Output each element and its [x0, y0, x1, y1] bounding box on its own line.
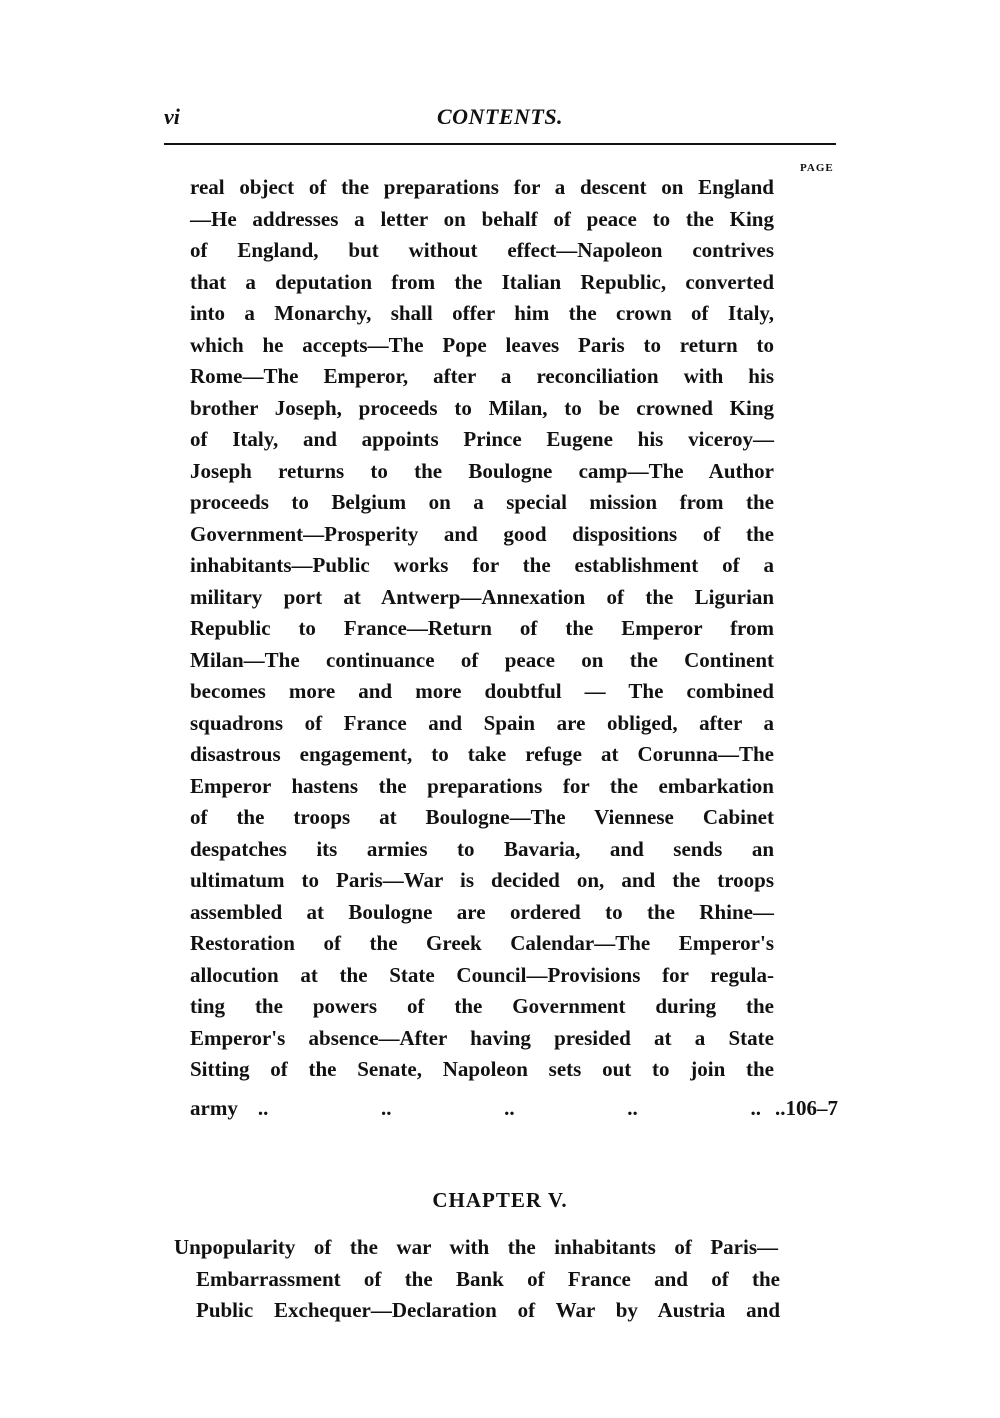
entry-line: Restoration of the Greek Calendar—The Emperor's: [190, 931, 774, 955]
entry-line: proceeds to Belgium on a special mission from the: [190, 490, 774, 514]
entry-line: that a deputation from the Italian Republic, converted: [190, 269, 774, 294]
entry-line: real object of the preparations for a descent on England: [190, 175, 774, 199]
entry-line: of England, but without effect—Napoleon contrives: [190, 238, 774, 262]
entry-line: Milan—The continuance of peace on the Continent: [190, 647, 774, 672]
header-rule: [164, 143, 836, 145]
page-column-label: PAGE: [800, 162, 834, 174]
entry-line: of the troops at Boulogne—The Viennese Cabinet: [190, 805, 774, 829]
entry-line: brother Joseph, proceeds to Milan, to be crowned King: [190, 395, 774, 420]
chapter-summary-line: Unpopularity of the war with the inhabitants of Paris—: [174, 1235, 778, 1259]
entry-line: which he accepts—The Pope leaves Paris to return to: [190, 332, 774, 357]
entry-line: Sitting of the Senate, Napoleon sets out to join the: [190, 1057, 774, 1081]
chapter-summary-line: Embarrassment of the Bank of France and of the: [196, 1266, 780, 1291]
entry-line: Joseph returns to the Boulogne camp—The Author: [190, 458, 774, 483]
entry-page-reference: ..106–7: [775, 1096, 838, 1120]
entry-line: despatches its armies to Bavaria, and sends an: [190, 836, 774, 861]
entry-line: into a Monarchy, shall offer him the crown of Italy,: [190, 301, 774, 325]
leader-dots: ..: [750, 1096, 761, 1120]
dot-leader: [238, 1093, 775, 1123]
entry-line: inhabitants—Public works for the establishment of a: [190, 553, 774, 577]
entry-last-word: army: [190, 1096, 238, 1120]
entry-line: Rome—The Emperor, after a reconciliation with his: [190, 364, 774, 388]
entry-line: becomes more and more doubtful — The combined: [190, 679, 774, 703]
entry-line: Government—Prosperity and good dispositions of the: [190, 521, 774, 546]
entry-line: Emperor hastens the preparations for the embarkation: [190, 773, 774, 798]
leader-dots: ..: [504, 1096, 515, 1120]
running-title: CONTENTS.: [436, 104, 564, 129]
entry-line: ultimatum to Paris—War is decided on, and the troops: [190, 868, 774, 892]
leader-dots: ..: [257, 1096, 269, 1120]
entry-line: military port at Antwerp—Annexation of the Ligurian: [190, 584, 774, 609]
entry-line: allocution at the State Council—Provisions for regula-: [190, 962, 774, 987]
leader-dots: ..: [627, 1096, 638, 1120]
entry-line: —He addresses a letter on behalf of peace to the King: [190, 206, 774, 231]
entry-line: Emperor's absence—After having presided at a State: [190, 1025, 774, 1050]
entry-line: assembled at Boulogne are ordered to the Rhine—: [190, 899, 774, 924]
entry-last-line: [190, 1093, 838, 1123]
chapter-heading: CHAPTER V.: [432, 1188, 568, 1212]
page-number: vi: [164, 104, 180, 129]
entry-line: Republic to France—Return of the Emperor from: [190, 616, 774, 640]
entry-line: of Italy, and appoints Prince Eugene his viceroy—: [190, 427, 774, 451]
entry-line: disastrous engagement, to take refuge at Corunna—The: [190, 742, 774, 766]
chapter-summary-line: Public Exchequer—Declaration of War by Austria and: [196, 1298, 780, 1322]
leader-dots: ..: [380, 1096, 392, 1120]
entry-line: ting the powers of the Government during the: [190, 994, 774, 1018]
entry-line: squadrons of France and Spain are obliged, after a: [190, 710, 774, 735]
